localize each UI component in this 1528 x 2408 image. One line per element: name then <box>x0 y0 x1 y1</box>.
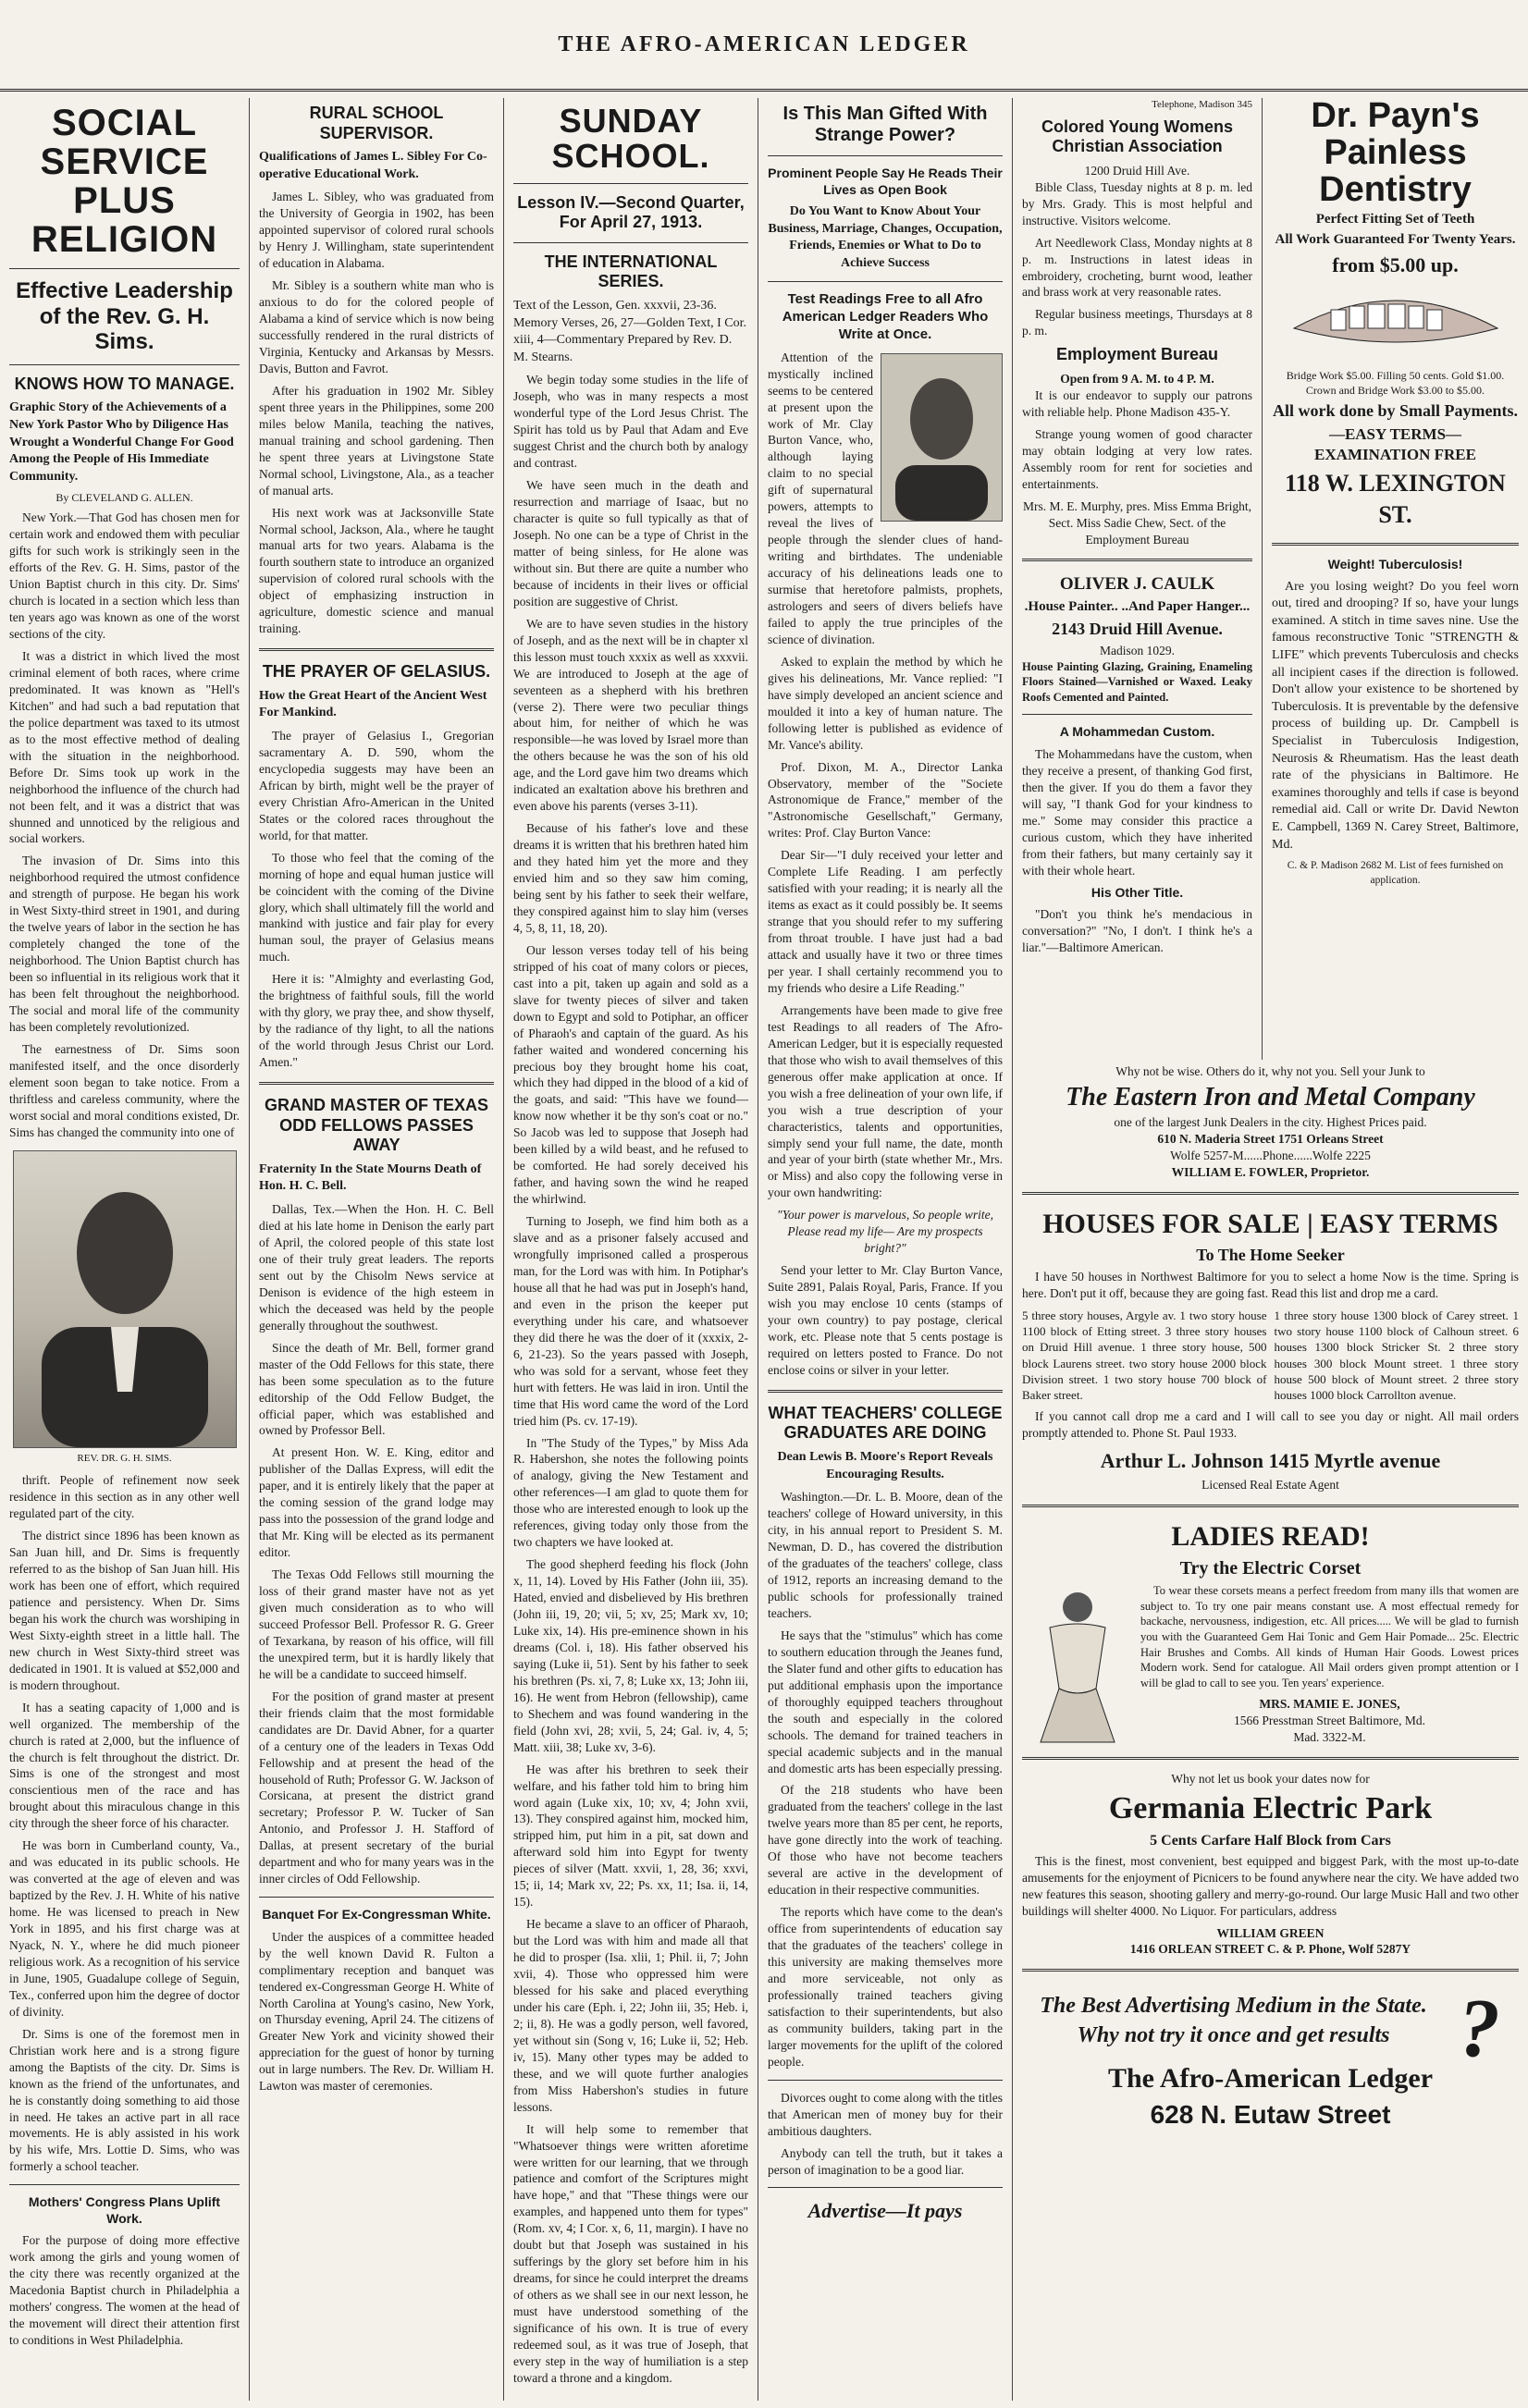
divider <box>1022 714 1252 715</box>
divider <box>259 648 494 651</box>
divider <box>513 242 748 243</box>
paragraph: He says that the "stimulus" which has come to southern education through the Jeanes fund, the Slater fund and other gifts to education has put additional emphasis upon the importance of thoroughly equipped teachers throughout the south and especially in the colored schools. The demand for trained teachers in special academic subjects and in the manual and domestic arts has been especially pressing. <box>768 1628 1003 1775</box>
paragraph: We have seen much in the death and resurrection and marriage of Isaac, but no character is quite so full typically as that of Joseph. No one can be a type of Christ in the matter of being sinless, for He alone was without sin. But there are quite a number who because of incidents in their lives or official position are suggestive of Christ. <box>513 478 748 608</box>
column-2 <box>250 98 504 2401</box>
paragraph: To those who feel that the coming of the morning of hope and equal human justice will be coincident with the coming of the Divine glory, which shall ultimately fill the world and mankind with justice and fair play for every human soul, the prayer of Gelasius means much. <box>259 850 494 964</box>
paragraph: Are you losing weight? Do you feel worn out, tired and drooping? If so, have your lungs examined. A stitch in time saves nine. Use the famous reconstructive Tonic "STRENGTH & LIFE" which prevents Tuberculosis and checks all incipient cases if the direction is followed. Don't allow your existence to be shortened by Tuberculosis. It is preventable by the defensive process of building up. Dr. Campbell is Specialist in Tuberculosis Indigestion, Neurosis & Rheumatism. Has the least death rate of the physicians in Baltimore. He examines thoroughly and tells if case is beyond remedial aid. Call or write Dr. David Newton E. Campbell, 1369 N. Carey Street, Baltimore, Md. <box>1272 579 1519 852</box>
phone-line: Telephone, Madison 345 <box>1152 99 1252 110</box>
paragraph: The good shepherd feeding his flock (John x, 11, 14). Loved by His Father (John iii, 35). Hated, envied and disbelieved by His brethren (John iii, 19, 20; vii, 5; xv, 25; Mark xv, 10; Luke xix, 14). His pre-eminence shown in his dreams (Col. i, 18). His father observed his saying (Luke ii, 51). Sent by his father to seek his brethren (Ps. xi, 7, 8; Luke xx, 13; John iii, 16). He went from Hebron (fellowship), came to Shechem and was found wandering in the field (John xvi, 28; xvii, 5, 24; Gal. iv, 4, 5; Matt. xiii, 38; Luke xv, 3-6). <box>513 1557 748 1754</box>
divider <box>513 183 748 184</box>
article-deck: Qualifications of James L. Sibley For Co-operative Educational Work. <box>259 150 487 181</box>
paragraph: Since the death of Mr. Bell, former grand master of the Odd Fellows for this state, there has been some speculation as to the future editorship of the Odd Fellow Budget, the official paper, which was established and owned by Professor Bell. <box>259 1340 494 1438</box>
paragraph: Dr. Sims is one of the foremost men in Christian work here and is a strong figure among the Baptists of the city. Dr. Sims is known as the friend of the unfortunates, and he is constantly doing something to aid those in need. He takes an active part in all race movements. He is ably assisted in his work by his wife, Mrs. Lottie D. Sims, who was formerly a school teacher. <box>9 2026 240 2174</box>
divider <box>1022 1192 1519 1195</box>
ywca-address: 1200 Druid Hill Ave. <box>1084 163 1190 178</box>
payn-title: Dr. Payn's Painless Dentistry <box>1311 98 1480 209</box>
divider <box>259 1082 494 1085</box>
paragraph: His next work was at Jacksonville State Normal school, Jackson, Ala., where he taught manual arts for two years. Alabama is the fourth southern state to introduce an organized supervision of colored rural schools with the object of emphasizing instruction in agriculture, domestic science and manual training. <box>259 505 494 636</box>
employment-title: Employment Bureau <box>1055 345 1219 364</box>
paragraph: Washington.—Dr. L. B. Moore, dean of the teachers' college of Howard university, in this city, in his annual report to President S. M. Newman, D. D., has covered the distribution of the graduates of the teachers' college, class of 1912, reports an increasing demand to the public schools for professionally trained teachers. <box>768 1490 1003 1620</box>
paragraph: Anybody can tell the truth, but it takes a person of imagination to be a good liar. <box>768 2145 1003 2177</box>
paragraph: The reports which have come to the dean's office from superintendents of education say that the graduates of the teachers' college in this university are making themselves more and more serviceable, not only as professionally trained teachers giving satisfaction to their superintendents, but also as community builders, taking part in the larger movements for the uplift of the colored people. <box>768 1905 1003 2069</box>
article-deck: Do You Want to Know About Your Business, Marriage, Changes, Occupation, Friends, Enemies or What to Do to Achieve Success <box>768 204 1003 270</box>
paragraph: We are to have seven studies in the history of Joseph, and as the next will be in chapter xl this lesson must touch xxxix as well as xxxvii. We are introduced to Joseph at the age of seventeen as a shepherd with his brethren (verse 2). There were two peculiar things about him, for neither of which he was responsible—he was loved by Israel more than the others because he was the son of his old age, and the Lord gave him two dreams which indicated an exaltation above his brethren and even above his parents (verses 3-11). <box>513 616 748 814</box>
park-addr: 1416 ORLEAN STREET C. & P. Phone, Wolf 5287Y <box>1129 1942 1411 1957</box>
article-headline: RURAL SCHOOL SUPERVISOR. <box>309 104 444 142</box>
column-4 <box>758 98 1013 2401</box>
paragraph: Here it is: "Almighty and everlasting God, the brightness of faithful souls, fill the world with thy glory, we pray thee, and show thyself, by the radiance of thy light, to all the nations of the world through Jesus Christ our Lord. Amen." <box>259 972 494 1070</box>
divider <box>1022 1969 1519 1972</box>
article-headline: GRAND MASTER OF TEXAS ODD FELLOWS PASSES AWAY <box>264 1096 488 1155</box>
article-deck: How the Great Heart of the Ancient West For Mankind. <box>259 688 487 720</box>
corset-icon <box>1022 1587 1133 1744</box>
divider <box>9 268 240 269</box>
paragraph: New York.—That God has chosen men for certain work and endowed them with peculiar gifts for such work is strikingly seen in the efforts of the Rev. G. H. Sims, pastor of the Union Baptist church in this city. Dr. Sims' church is located in a section which less than ten years ago was known as one of the worst sections of the city. <box>9 510 240 642</box>
payn-line: All work done by Small Payments. <box>1272 400 1519 420</box>
article-headline: SOCIAL SERVICE PLUS RELIGION <box>31 103 218 260</box>
paragraph: Regular business meetings, Thursdays at 8 p. m. <box>1022 307 1252 338</box>
tb-title: Weight! Tuberculosis! <box>1327 557 1463 572</box>
divider <box>768 1390 1003 1393</box>
paragraph: Prof. Dixon, M. A., Director Lanka Observatory, member of the "Societe Astronomique de France," member of the "Astronomische Gesellschaft," Germany, writes: Prof. Clay Burton Vance: <box>768 759 1003 841</box>
portrait-photo <box>13 1150 237 1448</box>
paragraph: Send your letter to Mr. Clay Burton Vance, Suite 2891, Palais Royal, Paris, France. If you wish you may enclose 10 cents (stamps of your own country) to pay postage, clerical work, etc. Please note that 5 cents postage is required on letters posted to France. Do not enclose coins or silver in your letter. <box>768 1263 1003 1377</box>
article-headline: THE PRAYER OF GELASIUS. <box>262 662 491 682</box>
paragraph: Asked to explain the method by which he gives his delineations, Mr. Vance replied: "I have simply developed an ancient science and moulded it into a key of human nature. The following letter is published as evidence of Mr. Vance's ability. <box>768 654 1003 752</box>
article-deck: Text of the Lesson, Gen. xxxvii, 23-36. Memory Verses, 26, 27—Golden Text, I Cor. xiii, 4—Commentary Prepared by Rev. D. M. Stearns. <box>513 298 747 364</box>
paragraph: For the purpose of doing more effective work among the girls and young women of the city there was recently organized at the Macedonia Baptist church in Philadelphia a mothers' congress. The women at the head of the movement will direct their attention first to conditions in West Philadelphia. <box>9 2233 240 2348</box>
paragraph: The district since 1896 has been known as San Juan hill, and Dr. Sims is frequently referred to as the bishop of San Juan hill. His work has been one of effort, which required patience and persistency. When Dr. Sims began his work the church was worshiping in West Sixty-eighth street in a little hall. The new church in West Sixty-third street was dedicated in 1901. It is valued at $52,000 and is modern throughout. <box>9 1529 240 1692</box>
article-subhead: Mothers' Congress Plans Uplift Work. <box>28 2194 221 2226</box>
paragraph: Art Needlework Class, Monday nights at 8 p. m. Instructions in latest ideas in embroidery, crocheting, burnt wood, leather and brass work at very reasonable rates. <box>1022 235 1252 300</box>
tb-phone: C. & P. Madison 2682 M. List of fees furnished on application. <box>1287 860 1504 886</box>
column-1 <box>0 98 250 2401</box>
caulk-name: OLIVER J. CAULK <box>1059 574 1215 595</box>
paragraph: He was after his brethren to seek their welfare, and his father told him to bring him word again (Luke xix, 10; xv, 4; John xvii, 13). They conspired against him, mocked him, stripped him, put him in a pit, sat down and afterward sold him into Egypt for twenty pieces of silver (Matt. xxvii, 1, 28, 36; xxvi, 15; ii, 14; Mark xv, 22; Ps. xx, 11; Isa. ii, 14, 15). <box>513 1762 748 1910</box>
corset-title: LADIES READ! <box>1171 1520 1370 1552</box>
mohammedan-title: A Mohammedan Custom. <box>1059 724 1215 740</box>
adv-name: The Afro-American Ledger <box>1107 2063 1434 2095</box>
article-headline: SUNDAY SCHOOL. <box>551 102 710 175</box>
divider <box>259 1897 494 1898</box>
paragraph: Bible Class, Tuesday nights at 8 p. m. led by Mrs. Grady. This is most helpful and instructive. Visitors welcome. <box>1022 179 1252 227</box>
divider <box>768 155 1003 156</box>
column-6 <box>1263 98 1528 1060</box>
payn-address: 118 W. LEXINGTON ST. <box>1285 469 1506 529</box>
payn-prices: Bridge Work $5.00. Filling 50 cents. Gold $1.00. Crown and Bridge Work $3.00 to $5.00. <box>1286 368 1505 397</box>
paragraph: Turning to Joseph, we find him both as a slave and as a prisoner falsely accused and wrongfully imprisoned called a prosperous man, for the Lord was with him. In Potiphar's house all that he had was put in Joseph's hand, and even in the prison the keeper put everything under his care, and whatsoever they did there he was the doer of it (xxxix, 2-6, 21-23). So the years passed with Joseph, who was sold for a servant, whose feet they hurt with fetters. He was laid in iron. Until the time that His word came the word of the Lord tried him (Ps. cv. 17-19). <box>513 1214 748 1428</box>
houses-sub: To The Home Seeker <box>1196 1245 1345 1264</box>
paragraph: At present Hon. W. E. King, editor and publisher of the Dallas Express, will edit the paper, and it is entirely likely that the paper at the coming session of the grand lodge may pass into the possession of the grand lodge and that Mr. King will be elected as its permanent editor. <box>259 1445 494 1560</box>
houses-agent2: Licensed Real Estate Agent <box>1201 1477 1339 1492</box>
park-fare: 5 Cents Carfare Half Block from Cars <box>1150 1833 1391 1849</box>
article-subhead: Banquet For Ex-Congressman White. <box>262 1907 491 1923</box>
corset-figure <box>1022 1587 1133 1744</box>
park-desc: This is the finest, most convenient, best equipped and biggest Park, with the most up-to-date amusements for the enjoyment of Picnicers to be found anywhere near the city. We have added two new features this season, shooting gallery and merry-go-round. Our large Music Hall and two other buildings will shelter 4000. No Liquor. For particulars, address <box>1022 1853 1519 1918</box>
divider <box>768 281 1003 282</box>
article-deck: Graphic Story of the Achievements of a New York Pastor Who by Diligence Has Wrought a Wonderful Change For Good Among the People of His Immediate Community. <box>9 400 234 484</box>
adv-address: 628 N. Eutaw Street <box>1150 2100 1391 2130</box>
paragraph: The earnestness of Dr. Sims soon manifested itself, and the once disorderly element soon began to take notice. From a thriftless and careless community, where the worst social and moral conditions existed, Dr. Sims has changed the community into one of <box>9 1041 240 1139</box>
column-3 <box>504 98 758 2401</box>
paragraph: The invasion of Dr. Sims into this neighborhood required the utmost confidence and strength of purpose. He began his work in West Sixty-third street in 1901, and during the twelve years of labor in the section he has completely changed the tone of the neighborhood. The Union Baptist church has been so influential in its religious work that it has been felt throughout the neighborhood. The social and moral life of the community has been completely revolutionized. <box>9 854 240 1034</box>
question-mark-icon: ? <box>1459 1983 1500 2075</box>
corset-desc: To wear these corsets means a perfect freedom from many ills that women are subject to. To try one pair means constant use. A most effectual remedy for backache, nervousness, indigestion, etc. All prices..... We will be glad to furnish you with the Guaranteed Gem Hai Tonic and Gem Hair Pomade... 25c. Electric Hair Brushes and Combs. All kinds of Human Hair Goods. Lowest prices Modern work. Send for catalogue. All Mail orders given prompt attention or I will be glad to call to see you. Ten years' experience. <box>1140 1584 1519 1689</box>
corset-sub: Try the Electric Corset <box>1179 1558 1362 1579</box>
caulk-trade: .House Painter.. ..And Paper Hanger... <box>1024 598 1251 614</box>
divider <box>1022 1757 1519 1760</box>
houses-agent: Arthur L. Johnson 1415 Myrtle avenue <box>1100 1449 1441 1473</box>
article-subhead: Lesson IV.—Second Quarter, For April 27, 1913. <box>517 192 745 232</box>
payn-line: All Work Guaranteed For Twenty Years. <box>1275 231 1516 247</box>
junk-addr: 610 N. Maderia Street 1751 Orleans Street <box>1157 1132 1384 1147</box>
adv-line: The Best Advertising Medium in the State. Why not try it once and get results <box>1040 1994 1427 2048</box>
paragraph: We begin today some studies in the life of Joseph, who was in many respects a most wonderful type of the Lord Jesus Christ. The Spirit has told us by Paul that Adam and Eve suggest Christ and the church both by analogy and contrast. <box>513 373 748 471</box>
paragraph: thrift. People of refinement now seek residence in this section as in any other well regulated part of the city. <box>9 1473 240 1521</box>
houses-left: 5 three story houses, Argyle av. 1 two story house 1100 block of Etting street. 3 three story houses on Druid Hill avenue. 1 three story house, 500 block Laurens street. two story house 2000 block Division street. 1 two story house 700 block of Baker street. <box>1022 1308 1267 1403</box>
paragraph: Arrangements have been made to give free test Readings to all readers of The Afro-American Ledger, but it is especially requested that those who wish to avail themselves of this generous offer make application at once. If you wish a free delineation of your own life, if you wish a true description of your characteristics, talents and opportunities, simply send your full name, the date, month and year of your birth (state whether Mr., Mrs. or Miss) and also copy the following verse in your own handwriting: <box>768 1002 1003 1200</box>
houses-title: HOUSES FOR SALE | EASY TERMS <box>1042 1209 1498 1239</box>
corset-phone: Mad. 3322-M. <box>1293 1730 1366 1745</box>
paragraph: After his graduation in 1902 Mr. Sibley spent three years in the Philippines, some 200 miles below Manila, teaching the natives, manual training and school gardening. Then he spent three years at Livingstone State Normal school, Livingstone, Ala., as a teacher of manual arts. <box>259 383 494 498</box>
divider <box>768 2080 1003 2081</box>
article-subhead: Effective Leadership of the Rev. G. H. Sims. <box>16 278 233 355</box>
denture-icon <box>1275 282 1516 365</box>
article-headline: WHAT TEACHERS' COLLEGE GRADUATES ARE DOING <box>768 1403 1003 1443</box>
paragraph: For the position of grand master at present their friends claim that the most formidable candidates are Dr. David Abner, for a quarter of a century one of the leaders in Texas Odd Fellowship and at present the head of the household of Ruth; Professor G. W. Jackson of Corsicana, at present the district grand secretary; Professor P. W. Tucker of San Antonio, and Professor J. H. Stafford of Dallas, at present secretary of the burial department and who for many years was in the inner circles of Odd Fellowship. <box>259 1689 494 1886</box>
paragraph: Because of his father's love and these dreams it is written that his brethren hated him and they hated him yet the more and they envied him and so they saw him coming, being sent by his father to seek their welfare, they conspired against him to slay him (verses 4, 5, 8, 11, 18, 20). <box>513 821 748 935</box>
article-deck: Fraternity In the State Mourns Death of Hon. H. C. Bell. <box>259 1161 482 1194</box>
junk-desc: one of the largest Junk Dealers in the city. Highest Prices paid. <box>1114 1115 1427 1130</box>
divider <box>9 2184 240 2185</box>
article-headline: Test Readings Free to all Afro American Ledger Readers Who Write at Once. <box>782 291 989 342</box>
paragraph: He was born in Cumberland county, Va., and was educated in its public schools. He was converted at the age of eleven and was baptized by the Rev. J. H. White of his native home. He was licensed to preach in New York in 1895, and his first charge was at Nyack, N. Y., where he did much pioneer religious work. As a recognition of his service in June, 1905, Guadalupe college of Seguin, Tex., conferred upon him the degree of doctor of divinity. <box>9 1838 240 2019</box>
paragraph: The Mohammedans have the custom, when they receive a present, of thanking God first, then the giver. If you do them a favor they will say, "I thank God for your kindness to me." Some may consider this practice a curious custom, which they have inherited from their fathers, but many certainly say it with their whole heart. <box>1022 746 1252 878</box>
divider <box>9 364 240 365</box>
article-deck: Dean Lewis B. Moore's Report Reveals Encouraging Results. <box>777 1450 993 1481</box>
officer-names: Mrs. M. E. Murphy, pres. Miss Emma Bright, Sect. Miss Sadie Chew, Sect. of the Employment Bureau <box>1023 498 1251 547</box>
paragraph: The Texas Odd Fellows still mourning the loss of their grand master have not as yet given much consideration as to who will succeed Professor Bell. Professor R. G. Greer of Texarkana, by reason of his office, will fill the unexpired term, but it is hardly likely that he will be a candidate to succeed himself. <box>259 1567 494 1681</box>
paragraph: It was a district in which lived the most criminal element of both races, where crime predominated. It was known as "Hell's Kitchen" and had such a bad reputation that the police department was taxed to its utmost as to the most effective method of dealing with the situation in the neighborhood. Before Dr. Sims took up work in the neighborhood the influence of the church had not been felt, and it was a district that was shunned and unnoticed by the religious and social workers. <box>9 649 240 846</box>
article-kicker: KNOWS HOW TO MANAGE. <box>14 374 235 393</box>
article-headline: Is This Man Gifted With Strange Power? <box>782 104 988 145</box>
paragraph: He became a slave to an officer of Pharaoh, but the Lord was with him and made all that he did to prosper (Isa. xlii, 1; Phil. ii, 7; John xvii, 4). Those who oppressed him were blessed for his sake and placed everything under his care (Eph. i, 22; John iii, 35; Heb. i, 2; ii, 8). He was a godly person, well favored, yet without sin (Song v, 16; Luke ii, 52; Heb. iv, 15). Many other types may be added to these, and we will quote further analogies from Miss Habershon's studies in future lessons. <box>513 1917 748 2114</box>
portrait-illustration <box>14 1151 236 1447</box>
paragraph: James L. Sibley, who was graduated from the University of Georgia in 1902, has been appointed supervisor of colored rural schools by Henry J. Willingham, state superintendent of education in Alabama. <box>259 190 494 271</box>
article-headline: THE INTERNATIONAL SERIES. <box>544 252 718 291</box>
park-head: Why not let us book your dates now for <box>1171 1772 1370 1787</box>
junk-head: Why not be wise. Others do it, why not you. Sell your Junk to <box>1115 1064 1425 1078</box>
divider <box>1272 543 1519 546</box>
other-title: His Other Title. <box>1091 884 1184 900</box>
divider <box>1022 559 1252 561</box>
houses-list <box>1022 1308 1519 1404</box>
houses-intro: I have 50 houses in Northwest Baltimore for you to select a home Now is the time. Spring is here. Don't put it off, because they are going fast. Read this list and drop me a card. <box>1022 1269 1519 1300</box>
payn-line: —EASY TERMS— EXAMINATION FREE <box>1314 424 1476 464</box>
paragraph: Divorces ought to come along with the titles that American men of money buy for their ambitious daughters. <box>768 2090 1003 2138</box>
paragraph: "Don't you think he's mendacious in conversation?" "No, I don't. I think he's a liar."—Baltimore American. <box>1022 907 1252 954</box>
masthead: THE AFRO-AMERICAN LEDGER <box>0 0 1528 92</box>
paragraph: In "The Study of the Types," by Miss Ada R. Habershon, she notes the following points of analogy, giving the New Testament and other references—I am glad to quote them for those who are interested enough to look up the references, giving today only those from the two chapters we have looked at. <box>513 1435 748 1550</box>
caulk-address: 2143 Druid Hill Avenue. <box>1052 619 1223 638</box>
corset-name: MRS. MAMIE E. JONES, <box>1259 1697 1400 1712</box>
advertise-footer: Advertise—It pays <box>807 2199 963 2223</box>
paragraph: The prayer of Gelasius I., Gregorian sacramentary A. D. 590, whom the encyclopedia suggests may have been an African by birth, might well be the prayer of every Christian Afro-American in the United States or the colored races throughout the world, for that matter. <box>259 729 494 842</box>
paragraph: Under the auspices of a committee headed by the well known David R. Fulton a complimentary reception and banquet was tendered ex-Congressman George H. White of North Carolina at Young's casino, New York, on Thursday evening, April 24. The citizens of Greater New York and vicinity showed their appreciation for the guest of honor by turning out in large numbers. The Rev. Dr. William H. Lawton was master of ceremonies. <box>259 1929 494 2094</box>
junk-phone: Wolfe 5257-M......Phone......Wolfe 2225 <box>1170 1149 1371 1163</box>
paragraph: It is our endeavor to supply our patrons with reliable help. Phone Madison 435-Y. <box>1022 387 1252 419</box>
paragraph: Attention of the mystically inclined seems to be centered at present upon the work of Mr. Clay Burton Vance, who, although laying claim to no special gift of supernatural powers, attempts to reveal the lives of people through the slender clues of hand-writing and birthdates. The undeniable accuracy of his delineations leads one to surmise that heretofore palmists, prophets, astrologers and seers of divers beliefs have failed to apply the true principles of the science of divination. <box>768 350 1003 646</box>
article-byline: By CLEVELAND G. ALLEN. <box>55 491 193 505</box>
payn-line: Perfect Fitting Set of Teeth <box>1315 211 1475 227</box>
paragraph: Dear Sir—"I duly received your letter and Complete Life Reading. I am perfectly satisfied with your reading; it is nearly all the items as exact as it could possibly be. It seems strange that you should refer to my suffering from throat trouble. I have just had a bad attack and usually have it two or three times per year. I shall certainly recommend you to my friends who desire a Life Reading." <box>768 848 1003 995</box>
employment-hours: Open from 9 A. M. to 4 P. M. <box>1060 371 1214 386</box>
houses-note: If you cannot call drop me a card and I will call to see you day or night. All mail orders promptly attended to. Phone St. Paul 1933. <box>1022 1409 1519 1441</box>
paragraph: It has a seating capacity of 1,000 and is well organized. The membership of the church is rated at 2,000, but the influence of the church is felt throughout the district. Dr. Sims is one of the strongest and most conscientious men of the race and has brought about this miraculous change in this city through the sheer force of his character. <box>9 1700 240 1831</box>
ywca-title: Colored Young Womens Christian Association <box>1041 117 1233 156</box>
park-owner: WILLIAM GREEN <box>1216 1925 1325 1940</box>
portrait-illustration <box>881 354 1002 521</box>
divider <box>1022 1505 1519 1507</box>
vance-portrait <box>881 353 1003 522</box>
junk-name: The Eastern Iron and Metal Company <box>1066 1082 1475 1112</box>
wide-ads <box>1013 1063 1528 2404</box>
junk-owner: WILLIAM E. FOWLER, Proprietor. <box>1171 1165 1370 1180</box>
paragraph: Mr. Sibley is a southern white man who is anxious to do for the colored people of Alabama a kind of service which is now being successfully rendered in the rural districts of Virginia, Kentucky and Arkansas by Messrs. Davis, Button and Favrot. <box>259 278 494 375</box>
article-subhead: Prominent People Say He Reads Their Lives as Open Book <box>768 166 1003 197</box>
paragraph: Dallas, Tex.—When the Hon. H. C. Bell died at his late home in Denison the early part of April, the colored people of this state lost one of their truly great leaders. The reports sent out by the Chisolm News service at Denison is evidence of the high esteem in which the deceased was held by the people generally throughout the southwest. <box>259 1202 494 1333</box>
advertising-box <box>1022 1983 1519 2075</box>
paragraph: It will help some to remember that "Whatsoever things were written aforetime were written for our learning, that we through patience and comfort of the Scriptures might have hope," and that "These things were our examples, and happened unto them for types" (Rom. xv, 4; I Cor. x, 6, 11, margin). I have no doubt but that Joseph was sustained in his sufferings by the glory set before him in his dreams, for since he could interpret the dreams of others as we shall see in our next lesson, he must have understood something of the significance of his own. It is true of every redeemed soul, as it was true of Joseph, that every step in the way of humiliation is a step toward a throne and a kingdom. <box>513 2121 748 2385</box>
paragraph: Of the 218 students who have been graduated from the teachers' college in the last twelve years more than 85 per cent, he reports, have gone directly into the work of teaching. Of those who have not become teachers several are active in the development of education in their respective communities. <box>768 1783 1003 1898</box>
column-5 <box>1013 98 1263 1060</box>
photo-caption: REV. DR. G. H. SIMS. <box>77 1452 172 1464</box>
caulk-phone: Madison 1029. <box>1100 643 1175 657</box>
houses-right: 1 three story house 1300 block of Carey street. 1 two story house 1100 block of Calhoun street. 6 houses 1300 block Stricker St. 2 three story houses 300 block Mount street. 1 three story house 500 block of Mount street. 2 three story houses 1000 block Carrollton avenue. <box>1274 1308 1519 1403</box>
verse: "Your power is marvelous, So people write, Please read my life— Are my prospects bright?" <box>777 1208 993 1256</box>
divider <box>768 2187 1003 2188</box>
corset-addr: 1566 Presstman Street Baltimore, Md. <box>1234 1714 1425 1728</box>
paragraph: Strange young women of good character may obtain lodging at very low rates. Assembly room for rent for societies and entertainments. <box>1022 426 1252 491</box>
caulk-desc: House Painting Glazing, Graining, Enameling Floors Stained—Varnished or Waxed. Leaky Roofs Cemented and Painted. <box>1022 659 1252 704</box>
paragraph: Our lesson verses today tell of his being stripped of his coat of many colors or pieces, cast into a pit, taken up again and sold as a slave for twenty pieces of silver and taken down to Egypt and sold to Potiphar, an officer of Pharaoh's and captain of the guard. As his father waited and wondered concerning his precious boy they brought home his coat, which they had dipped in the blood of a kid of the goats, and said: "This have we found—know now whether it be thy son's coat or no." So Jacob was led to suppose that Joseph had been killed by a wild beast, and he refused to be comforted. He had sorely deceived his father, and having sown the wind he reaped the whirlwind. <box>513 942 748 1207</box>
park-name: Germania Electric Park <box>1108 1791 1433 1826</box>
payn-price: from $5.00 up. <box>1332 252 1459 276</box>
